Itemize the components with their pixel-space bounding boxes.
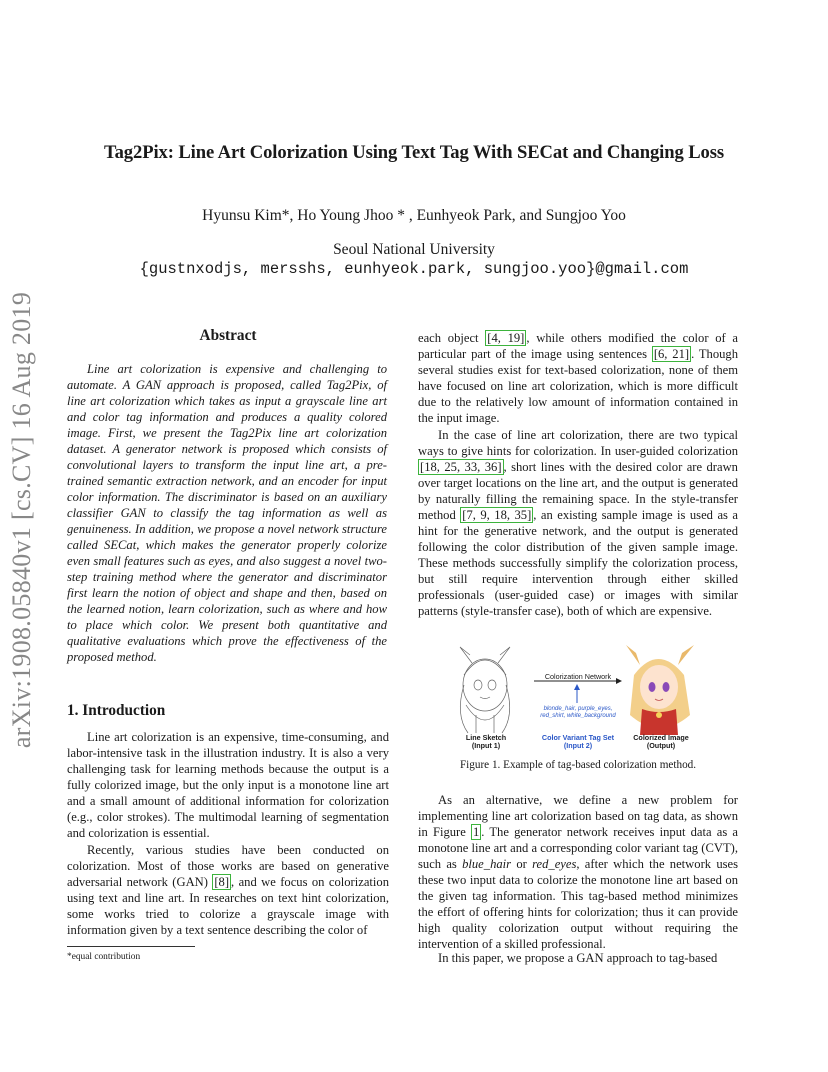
affiliation: Seoul National University	[333, 241, 495, 258]
colorized-image	[626, 645, 694, 735]
network-label: Colorization Network	[544, 672, 612, 681]
citation-link[interactable]: [4, 19]	[487, 331, 525, 345]
citation-link[interactable]: [8]	[214, 875, 230, 889]
author-list: Hyunsu Kim*, Ho Young Jhoo * , Eunhyeok Park, and Sungjoo Yoo	[202, 207, 626, 224]
abstract-heading: Abstract	[199, 327, 257, 344]
citation-link[interactable]: [7, 9, 18, 35]	[462, 508, 532, 522]
author-emails: {gustnxodjs, mersshs, eunhyeok.park, sungjoo.yoo}@gmail.com	[139, 260, 689, 278]
footnote: *equal contribution	[67, 952, 141, 962]
input-2-label: Color Variant Tag Set (Input 2)	[541, 733, 615, 750]
citation-link[interactable]: [6, 21]	[653, 347, 690, 361]
right-paragraph-2: In the case of line art colorization, there are two typical ways to give hints for colorization. In user-guided colorization [18, 25, 33, 36] , short lines with the desired color are drawn over target locations on the line art, and the output is generated by naturally filling the remaining space. In the style-transfer method [7, 9, 18, 35] , an existing sample image is used as a hint for the generative network, and the output is generated following the color distribution of the given sample image. These methods successfully simplify the colorization process, but still require intervention through either skilled professionals (user-guided case) or images with similar patterns (style-transfer case), both of which are expensive.	[418, 428, 738, 618]
footnote-rule	[67, 946, 195, 947]
tag-text: blonde_hair, purple_eyes, red_shirt, white_background	[540, 706, 616, 719]
input-1-label: Line Sketch (Input 1)	[465, 733, 507, 750]
figure-1	[450, 645, 716, 755]
right-paragraph-3: As an alternative, we define a new problem for implementing line art colorization based on tag data, as shown in Figure 1 . The generator network receives input data as a monotone line art and a corresponding color variant tag (CVT), such as blue_hair or red_eyes, after which the network uses these two input data to colorize the monotone line art based on the given tag information. This tag-based method minimizes the effort of offering hints for colorization; thus it can provide high quality colorization output without requiring the intervention of a skilled professional.	[418, 793, 739, 951]
paper-title: Tag2Pix: Line Art Colorization Using Text Tag With SECat and Changing Loss	[104, 142, 724, 163]
intro-paragraph-1: Line art colorization is an expensive, time-consuming, and labor-intensive task in the illustration industry. It is also a very challenging task for learning methods because the output is a fully colorized image, but the only input is a monotone line art and a small amount of additional information for colorization (e.g., color strokes). The multimodal learning of segmentation and colorization is essential.	[67, 730, 389, 840]
figure-caption: Figure 1. Example of tag-based colorization method.	[459, 759, 697, 771]
figure-link[interactable]: 1	[472, 825, 480, 839]
abstract-body: Line art colorization is expensive and challenging to automate. A GAN approach is proposed, called Tag2Pix, of line art colorization which takes as input a grayscale line art and color tag information and produces a quality colored image. First, we present the Tag2Pix line art colorization dataset. A generator network is proposed which consists of convolutional layers to transform the input line art, a pre-trained semantic extraction network, and an encoder for input color information. The discriminator is based on an auxiliary classifier GAN to classify the tag information as well as genuineness. In addition, we propose a novel network structure called SECat, which makes the generator properly colorize even small features such as eyes, and also suggest a novel two-step training method where the generator and discriminator first learn the notion of object and shape and then, based on the learned notion, learn colorization, such as where and how to place which color. We present both quantitative and qualitative evaluations which prove the effectiveness of the proposed method.	[67, 362, 387, 664]
line-sketch-image	[460, 647, 510, 733]
citation-link[interactable]: [18, 25, 33, 36]	[420, 460, 502, 474]
output-label: Colorized Image (Output)	[633, 733, 689, 750]
right-paragraph-4: In this paper, we propose a GAN approach to tag-based	[438, 951, 718, 965]
right-paragraph-1: each object [4, 19] , while others modified the color of a particular part of the image using sentences [6, 21] . Though several studies exist for text-based colorization, none of them have focused on line art colorization, which is more difficult due to the relatively low amount of information contained in the input image.	[418, 331, 739, 425]
intro-heading: 1. Introduction	[67, 702, 166, 719]
intro-paragraph-2: Recently, various studies have been conducted on colorization. Most of those works are based on generative adversarial network (GAN) [8] , and we focus on colorization using text and line art. In researches on text hint colorization, some works tried to colorize a grayscale image with information given by a text sentence describing the color of	[67, 843, 389, 937]
arxiv-id: arXiv:1908.05840v1 [cs.CV] 16 Aug 2019	[7, 291, 36, 749]
